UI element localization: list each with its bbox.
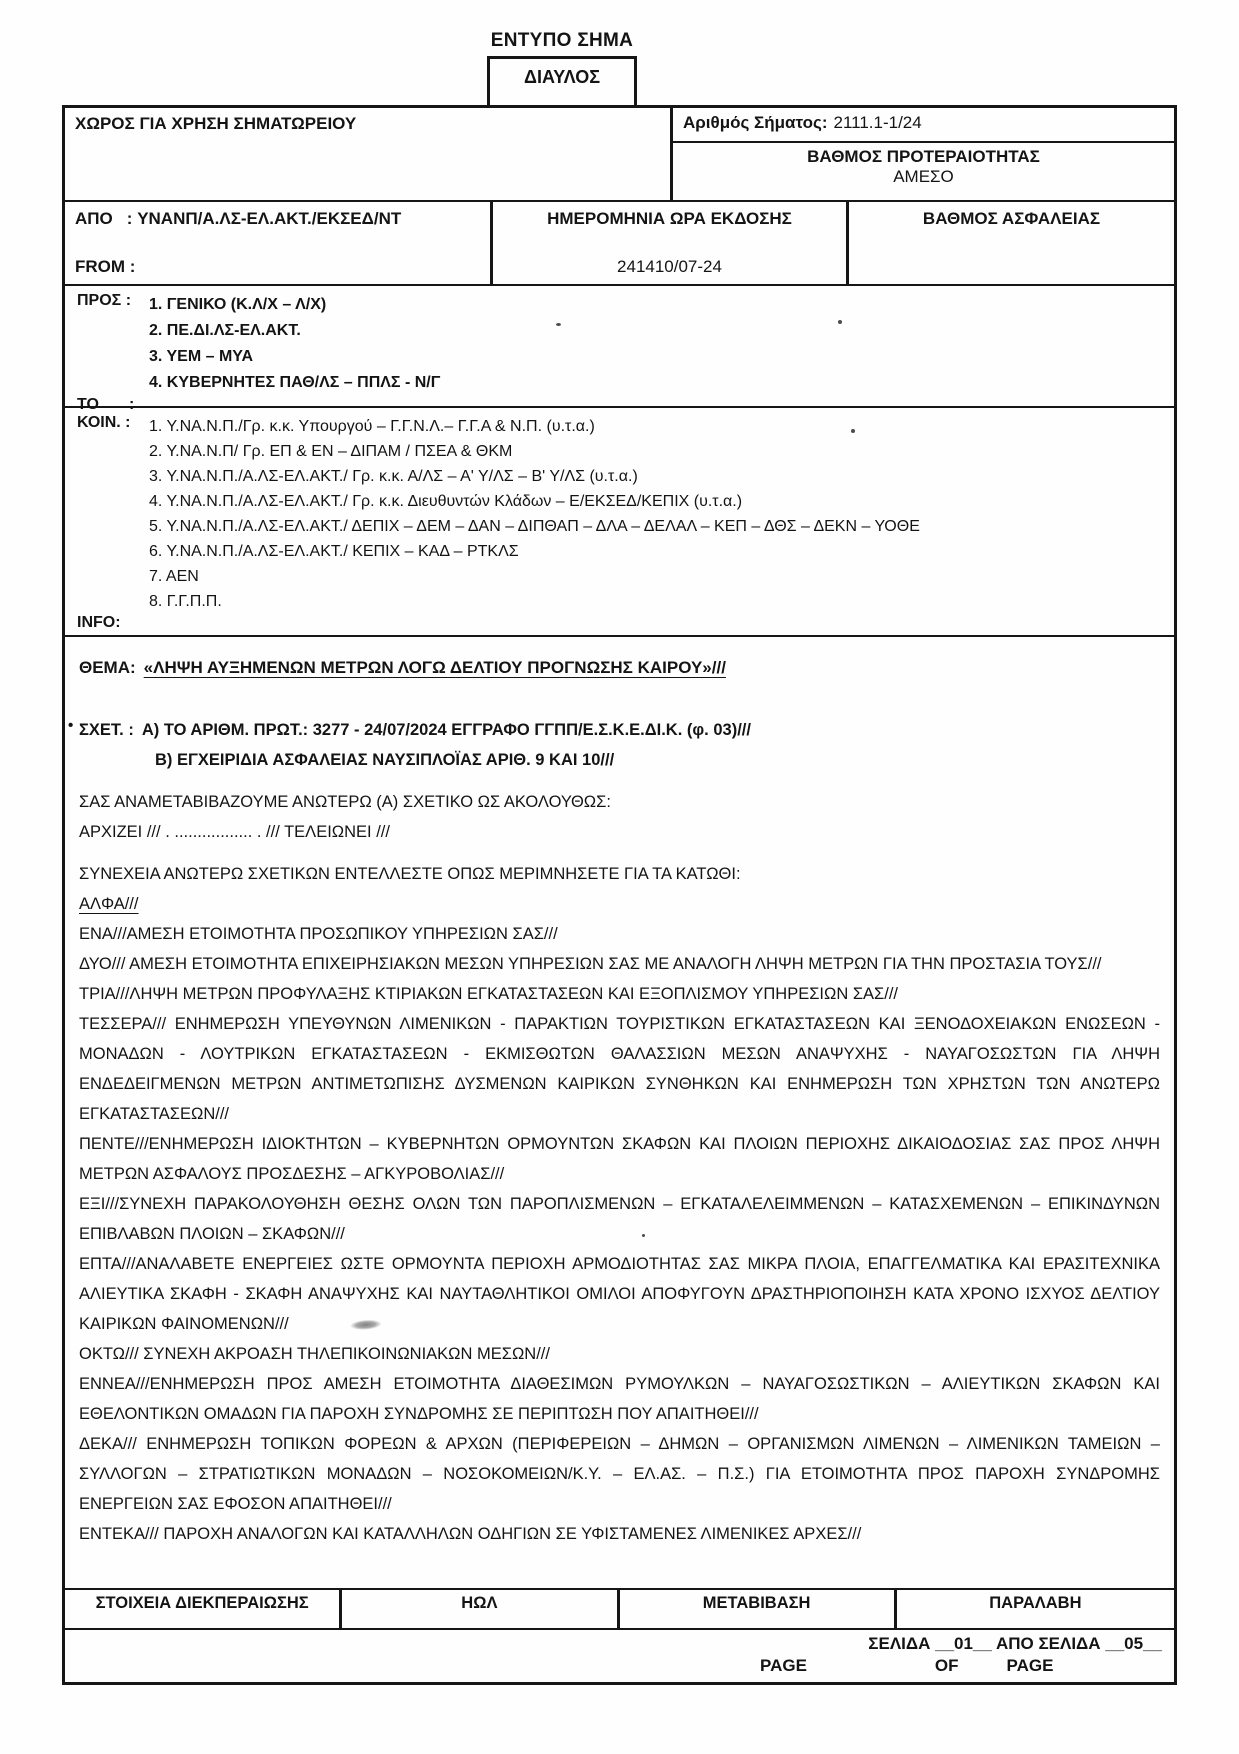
to-item: 4. ΚΥΒΕΡΝΗΤΕΣ ΠΑΘ/ΛΣ – ΠΠΛΣ - Ν/Γ [149,374,441,391]
dispatch-col-hol: ΗΩΛ [342,1590,619,1628]
main-table [62,105,1177,1685]
priority-label: ΒΑΘΜΟΣ ΠΡΟΤΕΡΑΙΟΤΗΤΑΣ [807,147,1040,166]
from-label-en: FROM : [75,257,136,276]
channel-box: ΔΙΑΥΛΟΣ [487,56,637,106]
body-line: ΠΕΝΤΕ///ΕΝΗΜΕΡΩΣΗ ΙΔΙΟΚΤΗΤΩΝ – ΚΥΒΕΡΝΗΤΩΝ ΟΡΜΟΥΝΤΩΝ ΣΚΑΦΩΝ ΚΑΙ ΠΛΟΙΩΝ ΠΕΡΙΟΧΗΣ ΔΙΚΑΙΟΔΟΣΙΑΣ ΣΑΣ ΠΡΟΣ ΛΗΨΗ ΜΕΤΡΩΝ ΑΣΦΑΛΟΥΣ ΠΡΟΣΔΕΣΗΣ – ΑΓΚΥΡΟΒΟΛΙΑΣ/// [79,1135,1160,1183]
to-cell [65,286,1174,413]
from-line [75,209,480,229]
alpha-heading: ΑΛΦΑ/// [79,895,139,913]
priority-value: ΑΜΕΣΟ [893,167,954,186]
ink-smudge [348,1318,391,1332]
to-items [149,292,440,396]
dispatch-col-receipt: ΠΑΡΑΛΑΒΗ [989,1594,1082,1612]
page-line-english [752,1656,1162,1676]
datetime-label: ΗΜΕΡΟΜΗΝΙΑ ΩΡΑ ΕΚΔΟΣΗΣ [547,209,792,228]
body-line: ΔΕΚΑ/// ΕΝΗΜΕΡΩΣΗ ΤΟΠΙΚΩΝ ΦΟΡΕΩΝ & ΑΡΧΩΝ (ΠΕΡΙΦΕΡΕΙΩΝ – ΔΗΜΩΝ – ΟΡΓΑΝΙΣΜΩΝ ΛΙΜΕΝΩΝ – ΛΙΜΕΝΙΚΩΝ ΤΑΜΕΙΩΝ – ΣΥΛΛΟΓΩΝ – ΣΤΡΑΤΙΩΤΙΚΩΝ ΜΟΝΑΔΩΝ – ΝΟΣΟΚΟΜΕΙΩΝ/Κ.Υ. – ΕΛ.ΑΣ. – Π.Σ.) ΓΙΑ ΕΤΟΙΜΟΤΗΤΑ ΠΡΟΣ ΠΑΡΟΧΗ ΣΥΝΔΡΟΜΗΣ ΕΝΕΡΓΕΙΩΝ ΣΑΣ ΕΦΟΣΟΝ ΑΠΑΙΤΗΘΕΙ/// [79,1435,1160,1513]
bullet-icon: • [68,717,74,734]
info-item: 5. Υ.ΝΑ.Ν.Π./Α.ΛΣ-ΕΛ.ΑΚΤ./ ΔΕΠΙΧ – ΔΕΜ – ΔΑΝ – ΔΙΠΘΑΠ – ΔΛΑ – ΔΕΛΑΛ – ΚΕΠ – ΔΘΣ – ΔΕΚΝ – ΥΟΘΕ [149,518,920,535]
signal-number-value: 2111.1-1/24 [833,113,922,132]
to-row [65,286,1174,413]
reference-item: Β) ΕΓΧΕΙΡΙΔΙΑ ΑΣΦΑΛΕΙΑΣ ΝΑΥΣΙΠΛΟΪΑΣ ΑΡΙΘ. 9 ΚΑΙ 10/// [155,751,615,769]
body-line [79,889,1160,919]
reference-item: Α) ΤΟ ΑΡΙΘΜ. ΠΡΩΤ.: 3277 - 24/07/2024 ΕΓΓΡΑΦΟ ΓΓΠΠ/Ε.Σ.Κ.Ε.ΔΙ.Κ. (φ. 03)/// [141,721,751,739]
dispatch-col-transmission: ΜΕΤΑΒΙΒΑΣΗ [620,1590,897,1628]
page-en-label: PAGE [760,1656,807,1675]
page-en-label: PAGE [1006,1656,1054,1675]
to-label-en: TO : [77,396,135,413]
page-line-greek: ΣΕΛΙΔΑ __01__ ΑΠΟ ΣΕΛΙΔΑ __05__ [868,1634,1162,1653]
scan-speck [838,320,842,324]
scan-speck [556,323,561,326]
from-cell [65,202,493,284]
signal-number-label: Αριθμός Σήματος: [683,113,828,132]
info-item: 8. Γ.Γ.Π.Π. [149,593,222,610]
info-row [65,408,1174,637]
reference-line [79,715,1160,745]
from-row [65,202,1174,286]
info-item: 2. Υ.ΝΑ.Ν.Π/ Γρ. ΕΠ & ΕΝ – ΔΙΠΑΜ / ΠΣΕΑ & ΘΚΜ [149,443,513,460]
dispatch-header-row [65,1590,1174,1630]
to-item: 2. ΠΕ.ΔΙ.ΛΣ-ΕΛ.ΑΚΤ. [149,322,301,339]
body-line: ΣΑΣ ΑΝΑΜΕΤΑΒΙΒΑΖΟΥΜΕ ΑΝΩΤΕΡΩ (Α) ΣΧΕΤΙΚΟ ΩΣ ΑΚΟΛΟΥΘΩΣ: [79,793,611,811]
references-label: ΣΧΕΤ. : [79,721,134,739]
to-item: 1. ΓΕΝΙΚΟ (Κ.Λ/Χ – Λ/Χ) [149,296,327,313]
page-title: ΕΝΤΥΠΟ ΣΗΜΑ [490,30,634,51]
body-line: ΕΝΤΕΚΑ/// ΠΑΡΟΧΗ ΑΝΑΛΟΓΩΝ ΚΑΙ ΚΑΤΑΛΛΗΛΩΝ ΟΔΗΓΙΩΝ ΣΕ ΥΦΙΣΤΑΜΕΝΕΣ ΛΙΜΕΝΙΚΕΣ ΑΡΧΕΣ/// [79,1525,862,1543]
body-line: ΔΥΟ/// ΑΜΕΣΗ ΕΤΟΙΜΟΤΗΤΑ ΕΠΙΧΕΙΡΗΣΙΑΚΩΝ ΜΕΣΩΝ ΥΠΗΡΕΣΙΩΝ ΣΑΣ ΜΕ ΑΝΑΛΟΓΗ ΛΗΨΗ ΜΕΤΡΩΝ ΓΙΑ ΤΗΝ ΠΡΟΣΤΑΣΙΑ ΤΟΥΣ/// [79,955,1102,973]
info-item: 6. Υ.ΝΑ.Ν.Π./Α.ΛΣ-ΕΛ.ΑΚΤ./ ΚΕΠΙΧ – ΚΑΔ – ΡΤΚΛΣ [149,543,519,560]
from-colon: : [126,209,133,228]
body-line: ΑΡΧΙΖΕΙ /// . ................. . /// ΤΕΛΕΙΩΝΕΙ /// [79,823,390,841]
body-line: ΕΝΝΕΑ///ΕΝΗΜΕΡΩΣΗ ΠΡΟΣ ΑΜΕΣΗ ΕΤΟΙΜΟΤΗΤΑ ΔΙΑΘΕΣΙΜΩΝ ΡΥΜΟΥΛΚΩΝ – ΝΑΥΑΓΟΣΩΣΤΙΚΩΝ – ΑΛΙΕΥΤΙΚΩΝ ΣΚΑΦΩΝ ΚΑΙ ΕΘΕΛΟΝΤΙΚΩΝ ΟΜΑΔΩΝ ΓΙΑ ΠΑΡΟΧΗ ΣΥΝΔΡΟΜΗΣ ΣΕ ΠΕΡΙΠΤΩΣΗ ΠΟΥ ΑΠΑΙΤΗΘΕΙ/// [79,1375,1160,1423]
body-line: ΟΚΤΩ/// ΣΥΝΕΧΗ ΑΚΡΟΑΣΗ ΤΗΛΕΠΙΚΟΙΝΩΝΙΑΚΩΝ ΜΕΣΩΝ/// [79,1345,550,1363]
header-row [65,108,1174,202]
to-list [77,292,1164,396]
security-label: ΒΑΘΜΟΣ ΑΣΦΑΛΕΙΑΣ [922,209,1101,228]
references-block [68,715,1160,775]
security-cell [849,202,1174,284]
body-line: ΕΝΑ///ΑΜΕΣΗ ΕΤΟΙΜΟΤΗΤΑ ΠΡΟΣΩΠΙΚΟΥ ΥΠΗΡΕΣΙΩΝ ΣΑΣ/// [79,925,558,943]
signal-number-priority-cell [673,108,1174,200]
from-value: ΥΝΑΝΠ/Α.ΛΣ-ΕΛ.ΑΚΤ./ΕΚΣΕΔ/ΝΤ [137,209,402,228]
of-en-label: OF [934,1656,959,1675]
info-cell [65,408,1174,635]
info-list [77,414,1164,614]
page-number-block [752,1634,1162,1676]
subject-text: «ΛΗΨΗ ΑΥΞΗΜΕΝΩΝ ΜΕΤΡΩΝ ΛΟΓΩ ΔΕΛΤΙΟΥ ΠΡΟΓΝΩΣΗΣ ΚΑΙΡΟΥ»/// [143,658,726,677]
info-label-en: INFO: [77,614,121,631]
priority-cell [673,143,1174,200]
dispatch-col-processing: ΣΤΟΙΧΕΙΑ ΔΙΕΚΠΕΡΑΙΩΣΗΣ [65,1590,342,1628]
page-footer-row [65,1630,1174,1682]
info-items [149,414,920,614]
subject-label: ΘΕΜΑ: [79,658,136,677]
info-item: 1. Υ.ΝΑ.Ν.Π./Γρ. κ.κ. Υπουργού – Γ.Γ.Ν.Λ.– Γ.Γ.Α & Ν.Π. (υ.τ.α.) [149,418,595,435]
info-label: ΚΟΙΝ. : [77,414,131,431]
info-item: 3. Υ.ΝΑ.Ν.Π./Α.ΛΣ-ΕΛ.ΑΚΤ./ Γρ. κ.κ. Α/ΛΣ – Α' Υ/ΛΣ – Β' Υ/ΛΣ (υ.τ.α.) [149,468,638,485]
reference-line [79,745,1160,775]
message-body-cell [65,637,1174,1590]
body-line: ΕΠΤΑ///ΑΝΑΛΑΒΕΤΕ ΕΝΕΡΓΕΙΕΣ ΩΣΤΕ ΟΡΜΟΥΝΤΑ ΠΕΡΙΟΧΗ ΑΡΜΟΔΙΟΤΗΤΑΣ ΣΑΣ ΜΙΚΡΑ ΠΛΟΙΑ, ΕΠΑΓΓΕΛΜΑΤΙΚΑ ΚΑΙ ΕΡΑΣΙΤΕΧΝΙΚΑ ΑΛΙΕΥΤΙΚΑ ΣΚΑΦΗ - ΣΚΑΦΗ ΑΝΑΨΥΧΗΣ ΚΑΙ ΝΑΥΤΑΘΛΗΤΙΚΟΙ ΟΜΙΛΟΙ ΑΠΟΦΥΓΟΥΝ ΔΡΑΣΤΗΡΙΟΠΟΙΗΣΗ ΚΑΤΑ ΧΡΟΝΟ ΙΣΧΥΟΣ ΔΕΛΤΙΟΥ ΚΑΙΡΙΚΩΝ ΦΑΙΝΟΜΕΝΩΝ/// [79,1255,1160,1333]
info-item: 7. ΑΕΝ [149,568,199,585]
scan-speck [851,429,855,433]
from-label: ΑΠΟ [75,209,113,228]
scan-speck [642,1234,645,1237]
body-line: ΤΕΣΣΕΡΑ/// ΕΝΗΜΕΡΩΣΗ ΥΠΕΥΘΥΝΩΝ ΛΙΜΕΝΙΚΩΝ - ΠΑΡΑΚΤΙΩΝ ΤΟΥΡΙΣΤΙΚΩΝ ΕΓΚΑΤΑΣΤΑΣΕΩΝ ΚΑΙ ΞΕΝΟΔΟΧΕΙΑΚΩΝ ΕΝΩΣΕΩΝ - ΜΟΝΑΔΩΝ - ΛΟΥΤΡΙΚΩΝ ΕΓΚΑΤΑΣΤΑΣΕΩΝ - ΕΚΜΙΣΘΩΤΩΝ ΘΑΛΑΣΣΙΩΝ ΜΕΣΩΝ ΑΝΑΨΥΧΗΣ - ΝΑΥΑΓΟΣΩΣΤΩΝ ΓΙΑ ΛΗΨΗ ΕΝΔΕΔΕΙΓΜΕΝΩΝ ΜΕΤΡΩΝ ΑΝΤΙΜΕΤΩΠΙΣΗΣ ΔΥΣΜΕΝΩΝ ΚΑΙΡΙΚΩΝ ΣΥΝΘΗΚΩΝ ΚΑΙ ΕΝΗΜΕΡΩΣΗ ΤΩΝ ΧΡΗΣΤΩΝ ΤΩΝ ΑΝΩΤΕΡΩ ΕΓΚΑΤΑΣΤΑΣΕΩΝ/// [79,1015,1160,1123]
body-line: ΤΡΙΑ///ΛΗΨΗ ΜΕΤΡΩΝ ΠΡΟΦΥΛΑΞΗΣ ΚΤΙΡΙΑΚΩΝ ΕΓΚΑΤΑΣΤΑΣΕΩΝ ΚΑΙ ΕΞΟΠΛΙΣΜΟΥ ΥΠΗΡΕΣΙΩΝ ΣΑΣ/// [79,985,899,1003]
signal-station-cell: ΧΩΡΟΣ ΓΙΑ ΧΡΗΣΗ ΣΗΜΑΤΩΡΕΙΟΥ [65,108,673,200]
body-line: ΕΞΙ///ΣΥΝΕΧΗ ΠΑΡΑΚΟΛΟΥΘΗΣΗ ΘΕΣΗΣ ΟΛΩΝ ΤΩΝ ΠΑΡΟΠΛΙΣΜΕΝΩΝ – ΕΓΚΑΤΑΛΕΛΕΙΜΜΕΝΩΝ – ΚΑΤΑΣΧΕΜΕΝΩΝ – ΕΠΙΚΙΝΔΥΝΩΝ ΕΠΙΒΛΑΒΩΝ ΠΛΟΙΩΝ – ΣΚΑΦΩΝ/// [79,1195,1160,1243]
to-item: 3. ΥΕΜ – ΜΥΑ [149,348,254,365]
datetime-cell [493,202,849,284]
subject-line [79,653,1160,683]
datetime-value: 241410/07-24 [617,257,722,276]
info-item: 4. Υ.ΝΑ.Ν.Π./Α.ΛΣ-ΕΛ.ΑΚΤ./ Γρ. κ.κ. Διευθυντών Κλάδων – Ε/ΕΚΣΕΔ/ΚΕΠΙΧ (υ.τ.α.) [149,493,743,510]
to-label: ΠΡΟΣ : [77,292,132,309]
signal-number-cell [673,108,1174,143]
body-line: ΣΥΝΕΧΕΙΑ ΑΝΩΤΕΡΩ ΣΧΕΤΙΚΩΝ ΕΝΤΕΛΛΕΣΤΕ ΟΠΩΣ ΜΕΡΙΜΝΗΣΕΤΕ ΓΙΑ ΤΑ ΚΑΤΩΘΙ: [79,865,741,883]
